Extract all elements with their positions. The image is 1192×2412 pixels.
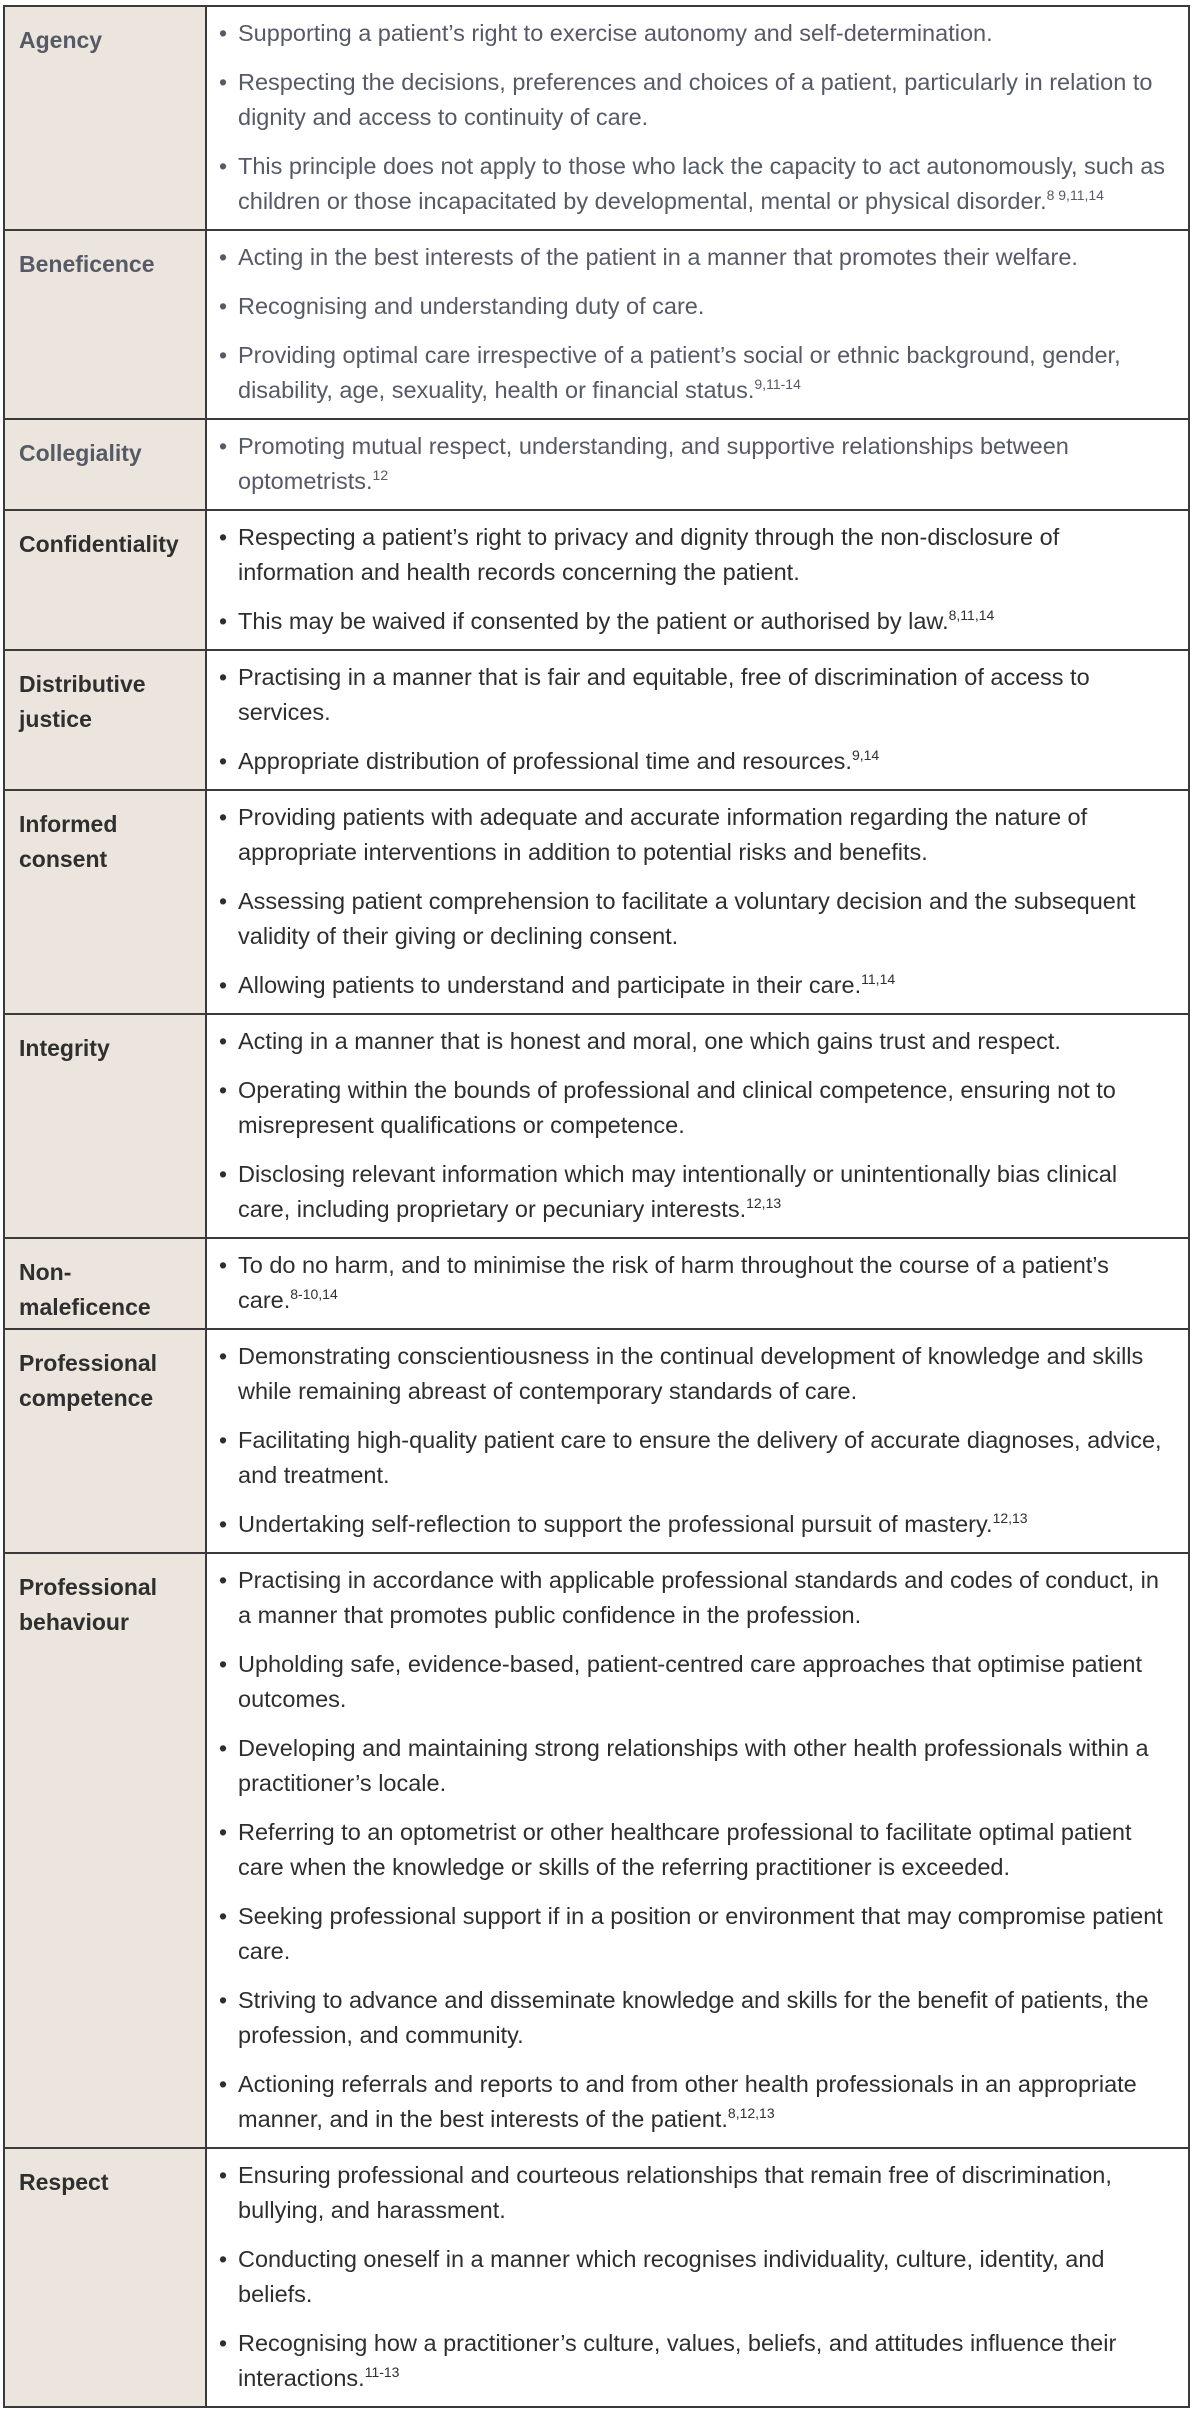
list-item (219, 1815, 1174, 1885)
citation-ref: 12,13 (992, 1510, 1028, 1526)
list-item-text: Developing and maintaining strong relationships with other health professionals within a practitioner’s locale. (238, 1735, 1149, 1796)
list-item (219, 800, 1174, 870)
list-item (219, 1647, 1174, 1717)
description-cell (206, 1014, 1189, 1238)
list-item-text: Referring to an optometrist or other healthcare professional to facilitate optimal patient care when the knowledge or skills of the referring practitioner is exceeded. (238, 1819, 1132, 1880)
table-row (4, 510, 1189, 650)
list-item (219, 289, 1174, 324)
list-item-text: This may be waived if consented by the patient or authorised by law. (238, 608, 949, 634)
list-item-text: Acting in the best interests of the patient in a manner that promotes their welfare. (238, 244, 1078, 270)
principle-term: Non-maleficence (19, 1259, 151, 1320)
citation-ref: 9,11-14 (754, 376, 801, 392)
list-item (219, 2158, 1174, 2228)
term-cell (4, 650, 206, 790)
list-item (219, 65, 1174, 135)
table-row (4, 6, 1189, 230)
description-cell (206, 790, 1189, 1014)
table-row (4, 1553, 1189, 2148)
list-item-text: Seeking professional support if in a position or environment that may compromise patient care. (238, 1903, 1163, 1964)
list-item (219, 744, 1174, 779)
principle-term: Confidentiality (19, 531, 179, 557)
term-cell (4, 790, 206, 1014)
principle-term: Integrity (19, 1035, 110, 1061)
bullet-list (207, 791, 1188, 1013)
list-item (219, 968, 1174, 1003)
table-row (4, 1329, 1189, 1553)
principle-term: Professional behaviour (19, 1574, 158, 1635)
principles-table-body (4, 6, 1189, 2407)
list-item-text: Promoting mutual respect, understanding, and supportive relationships between optometrists. (238, 433, 1069, 494)
list-item (219, 240, 1174, 275)
list-item (219, 1423, 1174, 1493)
description-cell (206, 650, 1189, 790)
list-item (219, 1983, 1174, 2053)
principle-term: Beneficence (19, 251, 155, 277)
term-cell (4, 1238, 206, 1329)
description-cell (206, 1238, 1189, 1329)
description-cell (206, 510, 1189, 650)
bullet-list (207, 7, 1188, 229)
list-item (219, 1024, 1174, 1059)
list-item-text: Demonstrating conscientiousness in the continual development of knowledge and skills while remaining abreast of contemporary standards of care. (238, 1343, 1144, 1404)
bullet-list (207, 1554, 1188, 2147)
list-item (219, 1563, 1174, 1633)
citation-ref: 12 (372, 467, 389, 483)
list-item-text: Undertaking self-reflection to support the professional pursuit of mastery. (238, 1511, 993, 1537)
list-item (219, 338, 1174, 408)
list-item-text: Supporting a patient’s right to exercise autonomy and self-determination. (238, 20, 993, 46)
term-cell (4, 510, 206, 650)
list-item-text: Acting in a manner that is honest and moral, one which gains trust and respect. (238, 1028, 1061, 1054)
principle-term: Distributive justice (19, 671, 146, 732)
term-cell (4, 6, 206, 230)
list-item (219, 604, 1174, 639)
citation-ref: 9,14 (851, 747, 880, 763)
list-item (219, 1731, 1174, 1801)
principle-term: Informed consent (19, 811, 118, 872)
bullet-list (207, 231, 1188, 418)
list-item (219, 1248, 1174, 1318)
list-item (219, 660, 1174, 730)
description-cell (206, 2148, 1189, 2407)
list-item-text: Providing patients with adequate and accurate information regarding the nature of appropriate interventions in addition to potential risks and benefits. (238, 804, 1088, 865)
list-item-text: Practising in a manner that is fair and equitable, free of discrimination of access to services. (238, 664, 1090, 725)
table-row (4, 2148, 1189, 2407)
description-cell (206, 6, 1189, 230)
list-item (219, 1157, 1174, 1227)
list-item-text: Practising in accordance with applicable professional standards and codes of conduct, in a manner that promotes public confidence in the profession. (238, 1567, 1159, 1628)
description-cell (206, 419, 1189, 510)
table-row (4, 790, 1189, 1014)
bullet-list (207, 1239, 1188, 1328)
list-item (219, 1073, 1174, 1143)
list-item-text: Allowing patients to understand and participate in their care. (238, 972, 862, 998)
list-item-text: Appropriate distribution of professional time and resources. (238, 748, 852, 774)
term-cell (4, 230, 206, 419)
list-item-text: This principle does not apply to those who lack the capacity to act autonomously, such as children or those incapacitated by developmental, mental or physical disorder. (238, 153, 1166, 214)
list-item-text: Respecting the decisions, preferences and choices of a patient, particularly in relation to dignity and access to continuity of care. (238, 69, 1153, 130)
citation-ref: 11,14 (861, 971, 896, 987)
principles-table (3, 5, 1190, 2408)
principle-term: Professional competence (19, 1350, 158, 1411)
citation-ref: 8-10,14 (290, 1286, 338, 1302)
list-item-text: To do no harm, and to minimise the risk of harm throughout the course of a patient’s care. (238, 1252, 1109, 1313)
list-item-text: Facilitating high-quality patient care to ensure the delivery of accurate diagnoses, advice, and treatment. (238, 1427, 1162, 1488)
list-item-text: Providing optimal care irrespective of a patient’s social or ethnic background, gender, disability, age, sexuality, health or financial status. (238, 342, 1121, 403)
list-item (219, 429, 1174, 499)
citation-ref: 11-13 (364, 2364, 400, 2380)
list-item (219, 2326, 1174, 2396)
principle-term: Agency (19, 27, 103, 53)
principle-term: Collegiality (19, 440, 142, 466)
bullet-list (207, 651, 1188, 789)
list-item-text: Ensuring professional and courteous relationships that remain free of discrimination, bullying, and harassment. (238, 2162, 1112, 2223)
description-cell (206, 1553, 1189, 2148)
term-cell (4, 1329, 206, 1553)
term-cell (4, 1014, 206, 1238)
list-item-text: Conducting oneself in a manner which recognises individuality, culture, identity, and beliefs. (238, 2246, 1105, 2307)
table-row (4, 650, 1189, 790)
list-item (219, 149, 1174, 219)
list-item (219, 16, 1174, 51)
list-item-text: Operating within the bounds of professional and clinical competence, ensuring not to misrepresent qualifications or competence. (238, 1077, 1116, 1138)
table-row (4, 230, 1189, 419)
table-row (4, 419, 1189, 510)
term-cell (4, 1553, 206, 2148)
list-item (219, 2242, 1174, 2312)
list-item-text: Recognising how a practitioner’s culture, values, beliefs, and attitudes influence their interactions. (238, 2330, 1117, 2391)
term-cell (4, 2148, 206, 2407)
principle-term: Respect (19, 2169, 109, 2195)
list-item-text: Assessing patient comprehension to facilitate a voluntary decision and the subsequent validity of their giving or declining consent. (238, 888, 1136, 949)
list-item-text: Striving to advance and disseminate knowledge and skills for the benefit of patients, the profession, and community. (238, 1987, 1149, 2048)
bullet-list (207, 1330, 1188, 1552)
bullet-list (207, 420, 1188, 509)
citation-ref: 8,12,13 (727, 2105, 775, 2121)
list-item (219, 1899, 1174, 1969)
bullet-list (207, 1015, 1188, 1237)
list-item (219, 1507, 1174, 1542)
list-item-text: Upholding safe, evidence-based, patient-centred care approaches that optimise patient outcomes. (238, 1651, 1143, 1712)
description-cell (206, 1329, 1189, 1553)
table-row (4, 1238, 1189, 1329)
description-cell (206, 230, 1189, 419)
citation-ref: 12,13 (746, 1195, 782, 1211)
table-row (4, 1014, 1189, 1238)
list-item-text: Recognising and understanding duty of care. (238, 293, 705, 319)
list-item (219, 520, 1174, 590)
bullet-list (207, 2149, 1188, 2406)
list-item (219, 2067, 1174, 2137)
list-item-text: Actioning referrals and reports to and from other health professionals in an appropriate manner, and in the best interests of the patient. (238, 2071, 1137, 2132)
term-cell (4, 419, 206, 510)
citation-ref: 8 9,11,14 (1046, 187, 1104, 203)
list-item-text: Respecting a patient’s right to privacy and dignity through the non-disclosure of information and health records concerning the patient. (238, 524, 1060, 585)
list-item-text: Disclosing relevant information which may intentionally or unintentionally bias clinical care, including proprietary or pecuniary interests. (238, 1161, 1118, 1222)
list-item (219, 884, 1174, 954)
citation-ref: 8,11,14 (948, 607, 995, 623)
list-item (219, 1339, 1174, 1409)
bullet-list (207, 511, 1188, 649)
